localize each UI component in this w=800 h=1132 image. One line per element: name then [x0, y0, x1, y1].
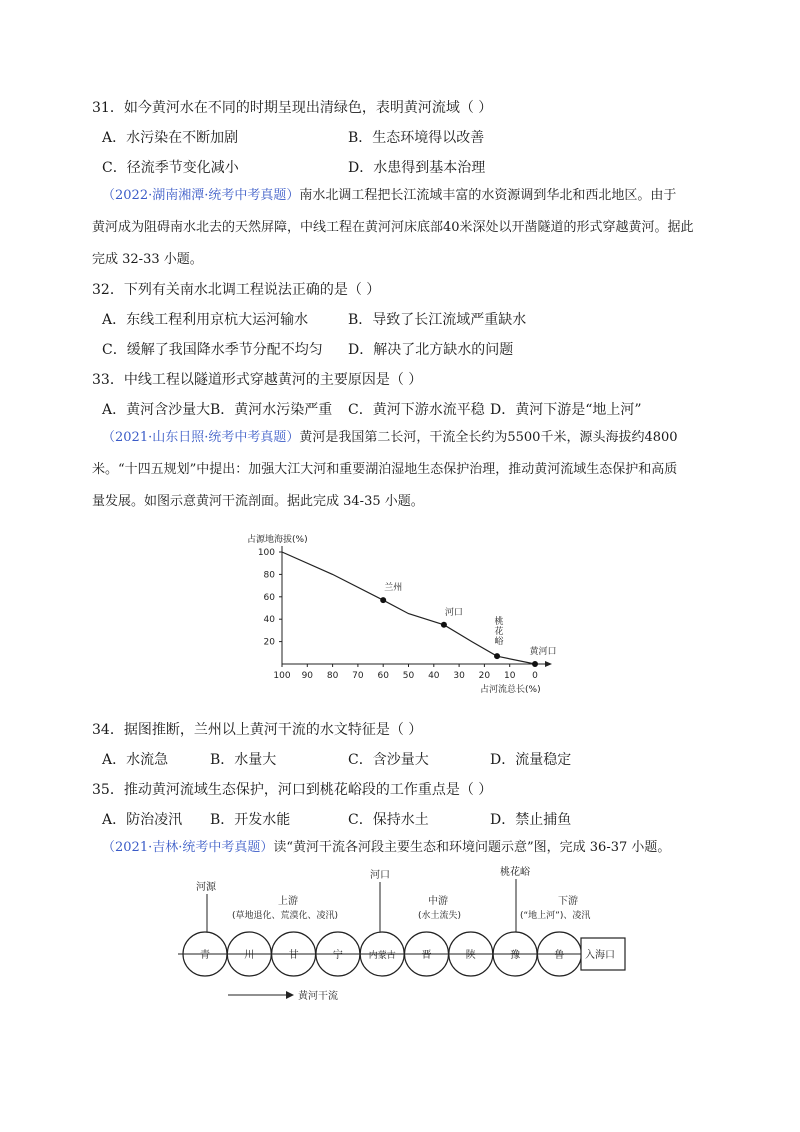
- q32-option-c[interactable]: C．缓解了我国降水季节分配不均匀: [102, 342, 323, 358]
- q34-option-d[interactable]: D．流量稳定: [490, 752, 572, 768]
- chart-point: [532, 661, 538, 667]
- intro1-text: 南水北调工程把长江流域丰富的水资源调到华北和西北地区。由于: [299, 188, 677, 203]
- chart-x-tick-label: 30: [453, 671, 465, 681]
- q31-option-d[interactable]: D．水患得到基本治理: [348, 160, 486, 176]
- q32-stem: 32．下列有关南水北调工程说法正确的是（ ）: [92, 282, 381, 298]
- q34-option-c[interactable]: C．含沙量大: [348, 752, 429, 768]
- q33-option-c[interactable]: C．黄河下游水流平稳: [348, 402, 485, 418]
- q33-stem: 33．中线工程以隧道形式穿越黄河的主要原因是（ ）: [92, 372, 423, 388]
- chart-x-tick-label: 70: [352, 671, 364, 681]
- intro3-source: （2021·吉林·统考中考真题）: [102, 840, 274, 855]
- chart-x-tick-label: 50: [402, 671, 415, 681]
- upper-title: 上游: [278, 896, 298, 907]
- q35-stem: 35．推动黄河流域生态保护，河口到桃花峪段的工作重点是（ ）: [92, 782, 493, 798]
- chart-y-tick-label: 100: [257, 548, 275, 558]
- chart-xlabel: 占河流总长(%): [480, 685, 541, 695]
- chart-y-tick-label: 60: [263, 592, 275, 603]
- q32-option-a[interactable]: A．东线工程利用京杭大运河输水: [102, 312, 309, 328]
- upper-issues: (草地退化、荒漠化、凌汛): [232, 911, 339, 921]
- intro2-line2: 米。“十四五规划”中提出：加强大江大河和重要湖泊湿地生态保护治理，推动黄河流域生态保护和高质: [92, 462, 678, 477]
- hekou-label: 河口: [370, 870, 390, 881]
- province-label: 川: [244, 950, 255, 961]
- flow-arrow-head: [286, 991, 294, 999]
- chart-x-tick-label: 40: [428, 671, 440, 681]
- chart-x-tick-label: 90: [301, 671, 314, 681]
- flow-label: 黄河干流: [298, 991, 338, 1002]
- chart-x-tick-label: 100: [273, 671, 291, 681]
- q31-option-c[interactable]: C．径流季节变化减小: [102, 160, 239, 176]
- q34-option-a[interactable]: A．水流急: [102, 752, 169, 768]
- province-label: 豫: [510, 950, 521, 961]
- intro1-line2: 黄河成为阻碍南水北去的天然屏障，中线工程在黄河河床底部40米深处以开凿隧道的形式穿越黄河。据此: [92, 220, 694, 235]
- chart-point: [441, 622, 447, 628]
- lower-issues: (“地上河”)、凌汛: [520, 911, 591, 921]
- chart-point-label: 河口: [444, 607, 463, 618]
- province-label: 陕: [465, 950, 476, 961]
- q31-option-a[interactable]: A．水污染在不断加剧: [102, 130, 239, 146]
- q33-option-b[interactable]: B．黄河水污染严重: [210, 402, 333, 418]
- q35-option-c[interactable]: C．保持水土: [348, 812, 429, 828]
- q35-option-b[interactable]: B．开发水能: [210, 812, 291, 828]
- province-label: 鲁: [554, 950, 565, 961]
- intro3-line: [102, 838, 670, 858]
- chart-x-tick-label: 80: [326, 671, 339, 681]
- q32-option-d[interactable]: D．解决了北方缺水的问题: [348, 342, 514, 358]
- intro1-source: （2022·湖南湘潭·统考中考真题）: [102, 188, 300, 203]
- source-label: 河源: [196, 882, 216, 893]
- chart-point-label: 兰州: [384, 583, 403, 594]
- river-segment-diagram: [174, 862, 634, 1012]
- chart-y-tick-label: 20: [263, 637, 275, 648]
- intro2-text: 黄河是我国第二长河，干流全长约为5500千米，源头海拔约4800: [299, 430, 678, 445]
- intro2-line3: 量发展。如图示意黄河干流剖面。据此完成 34-35 小题。: [92, 494, 424, 509]
- q31-stem: 31．如今黄河水在不同的时期呈现出清绿色，表明黄河流域（ ）: [92, 100, 493, 116]
- q32-option-b[interactable]: B．导致了长江流域严重缺水: [348, 312, 527, 328]
- chart-ylabel: 占源地海拔(%): [247, 535, 308, 545]
- q33-option-a[interactable]: A．黄河含沙量大: [102, 402, 211, 418]
- chart-x-tick-label: 10: [503, 671, 516, 681]
- chart-point-label: 峪: [494, 637, 504, 648]
- q34-stem: 34．据图推断，兰州以上黄河干流的水文特征是（ ）: [92, 722, 423, 738]
- chart-point: [494, 653, 500, 659]
- province-label: 甘: [288, 950, 299, 961]
- chart-point-label: 花: [494, 627, 504, 638]
- sea-label: 入海口: [585, 950, 615, 961]
- intro2-source: （2021·山东日照·统考中考真题）: [102, 430, 300, 445]
- q31-option-b[interactable]: B．生态环境得以改善: [348, 130, 485, 146]
- province-label: 宁: [332, 950, 343, 961]
- intro1-line3: 完成 32-33 小题。: [92, 252, 203, 267]
- chart-x-tick-label: 0: [532, 671, 538, 681]
- intro2-line1: [102, 428, 678, 448]
- intro1-line1: [102, 186, 676, 206]
- chart-x-tick-label: 20: [478, 671, 491, 681]
- taohuayu-label: 桃花峪: [500, 867, 530, 878]
- lower-title: 下游: [558, 896, 578, 907]
- province-label: 内蒙古: [368, 951, 396, 961]
- intro3-text: 读“黄河干流各河段主要生态和环境问题示意”图，完成 36-37 小题。: [273, 840, 671, 855]
- middle-issues: (水土流失): [418, 911, 462, 921]
- q33-option-d[interactable]: D．黄河下游是“地上河”: [490, 402, 642, 418]
- chart-point: [380, 597, 386, 603]
- chart-y-tick-label: 80: [263, 570, 275, 581]
- river-profile-chart: [240, 528, 570, 708]
- chart-y-tick-label: 40: [263, 615, 275, 626]
- chart-x-tick-label: 60: [377, 671, 389, 681]
- chart-profile-line: [282, 552, 535, 664]
- q35-option-d[interactable]: D．禁止捕鱼: [490, 812, 572, 828]
- chart-point-label: 桃: [494, 617, 504, 628]
- chart-point-label: 黄河口: [529, 647, 557, 657]
- chart-x-axis-arrow: [545, 661, 552, 667]
- middle-title: 中游: [428, 896, 448, 907]
- province-label: 晋: [421, 950, 432, 961]
- province-label: 青: [200, 950, 210, 961]
- q34-option-b[interactable]: B．水量大: [210, 752, 277, 768]
- q35-option-a[interactable]: A．防治凌汛: [102, 812, 183, 828]
